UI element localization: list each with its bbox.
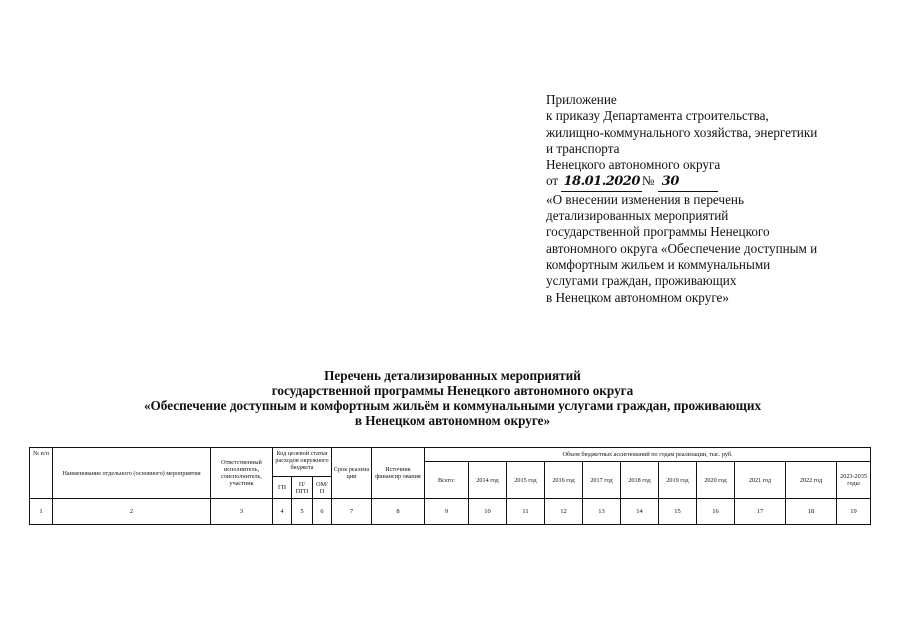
order-date-line: [546, 173, 876, 191]
column-number: 4: [273, 499, 292, 525]
subject-line: комфортным жильем и коммунальными: [546, 256, 771, 272]
header-year: 2017 год: [583, 462, 621, 499]
title-line: государственной программы Ненецкого автономного округа: [271, 383, 634, 398]
column-number: 18: [786, 499, 837, 525]
header-year: 2021 год: [735, 462, 786, 499]
subject-line: услугами граждан, проживающих: [546, 273, 737, 289]
header-total: Всего:: [425, 462, 469, 499]
header-pgp: П/ ПГП: [292, 477, 313, 499]
column-number: 10: [469, 499, 507, 525]
column-number: 13: [583, 499, 621, 525]
subject-line: автономного округа «Обеспечение доступным и: [546, 240, 818, 256]
column-number: 17: [735, 499, 786, 525]
header-volume: Объем бюджетных ассигнований по годам реализации, тыс. руб.: [425, 448, 871, 462]
measures-table: [29, 447, 871, 525]
header-year: 2019 год: [659, 462, 697, 499]
header-code: Код целевой статьи расходов окружного бюджета: [273, 448, 332, 477]
header-om: ОМ/ П: [313, 477, 332, 499]
appendix-line: Ненецкого автономного округа: [546, 157, 721, 173]
header-term: Срок реализа ции: [332, 448, 372, 499]
column-number: 3: [211, 499, 273, 525]
header-num: № п/п: [30, 448, 53, 499]
header-responsible: Ответственный исполнитель, соисполнитель, участник: [211, 448, 273, 499]
header-year: 2016 год: [545, 462, 583, 499]
header-year: 2018 год: [621, 462, 659, 499]
column-number: 14: [621, 499, 659, 525]
title-line: в Ненецком автономном округе»: [354, 413, 551, 428]
column-number: 1: [30, 499, 53, 525]
appendix-block: [546, 92, 876, 306]
handwritten-date: 18.01.2020: [561, 174, 641, 191]
column-number: 9: [425, 499, 469, 525]
header-gp: ГП: [273, 477, 292, 499]
column-number: 15: [659, 499, 697, 525]
subject-line: в Ненецком автономном округе»: [546, 289, 730, 305]
header-source: Источник финансир ования: [372, 448, 425, 499]
date-prefix: от: [546, 173, 559, 189]
appendix-line: жилищно-коммунального хозяйства, энергетики: [546, 124, 818, 140]
appendix-line: Приложение: [546, 92, 617, 107]
title-line: «Обеспечение доступным и комфортным жильём и коммунальными услугами граждан, проживающих: [143, 398, 762, 413]
subject-line: государственной программы Ненецкого: [546, 224, 770, 240]
column-number: 6: [313, 499, 332, 525]
column-number: 8: [372, 499, 425, 525]
subject-line: «О внесении изменения в перечень: [546, 191, 744, 207]
column-number: 2: [53, 499, 211, 525]
title-line: Перечень детализированных мероприятий: [324, 368, 581, 383]
column-number: 12: [545, 499, 583, 525]
header-year: 2014 год: [469, 462, 507, 499]
column-number: 16: [697, 499, 735, 525]
header-year: 2023-2035 годы: [837, 462, 871, 499]
document-title: [0, 368, 905, 428]
column-number: 11: [507, 499, 545, 525]
header-year: 2015 год: [507, 462, 545, 499]
column-number: 7: [332, 499, 372, 525]
column-number: 19: [837, 499, 871, 525]
appendix-line: к приказу Департамента строительства,: [546, 108, 769, 124]
column-number: 5: [292, 499, 313, 525]
header-year: 2020 год: [697, 462, 735, 499]
header-name: Наименование отдельного (основного) мероприятия: [53, 448, 211, 499]
appendix-line: и транспорта: [546, 140, 620, 156]
header-year: 2022 год: [786, 462, 837, 499]
handwritten-number: 30: [658, 174, 718, 191]
subject-line: детализированных мероприятий: [546, 208, 729, 224]
number-label: №: [641, 173, 655, 189]
